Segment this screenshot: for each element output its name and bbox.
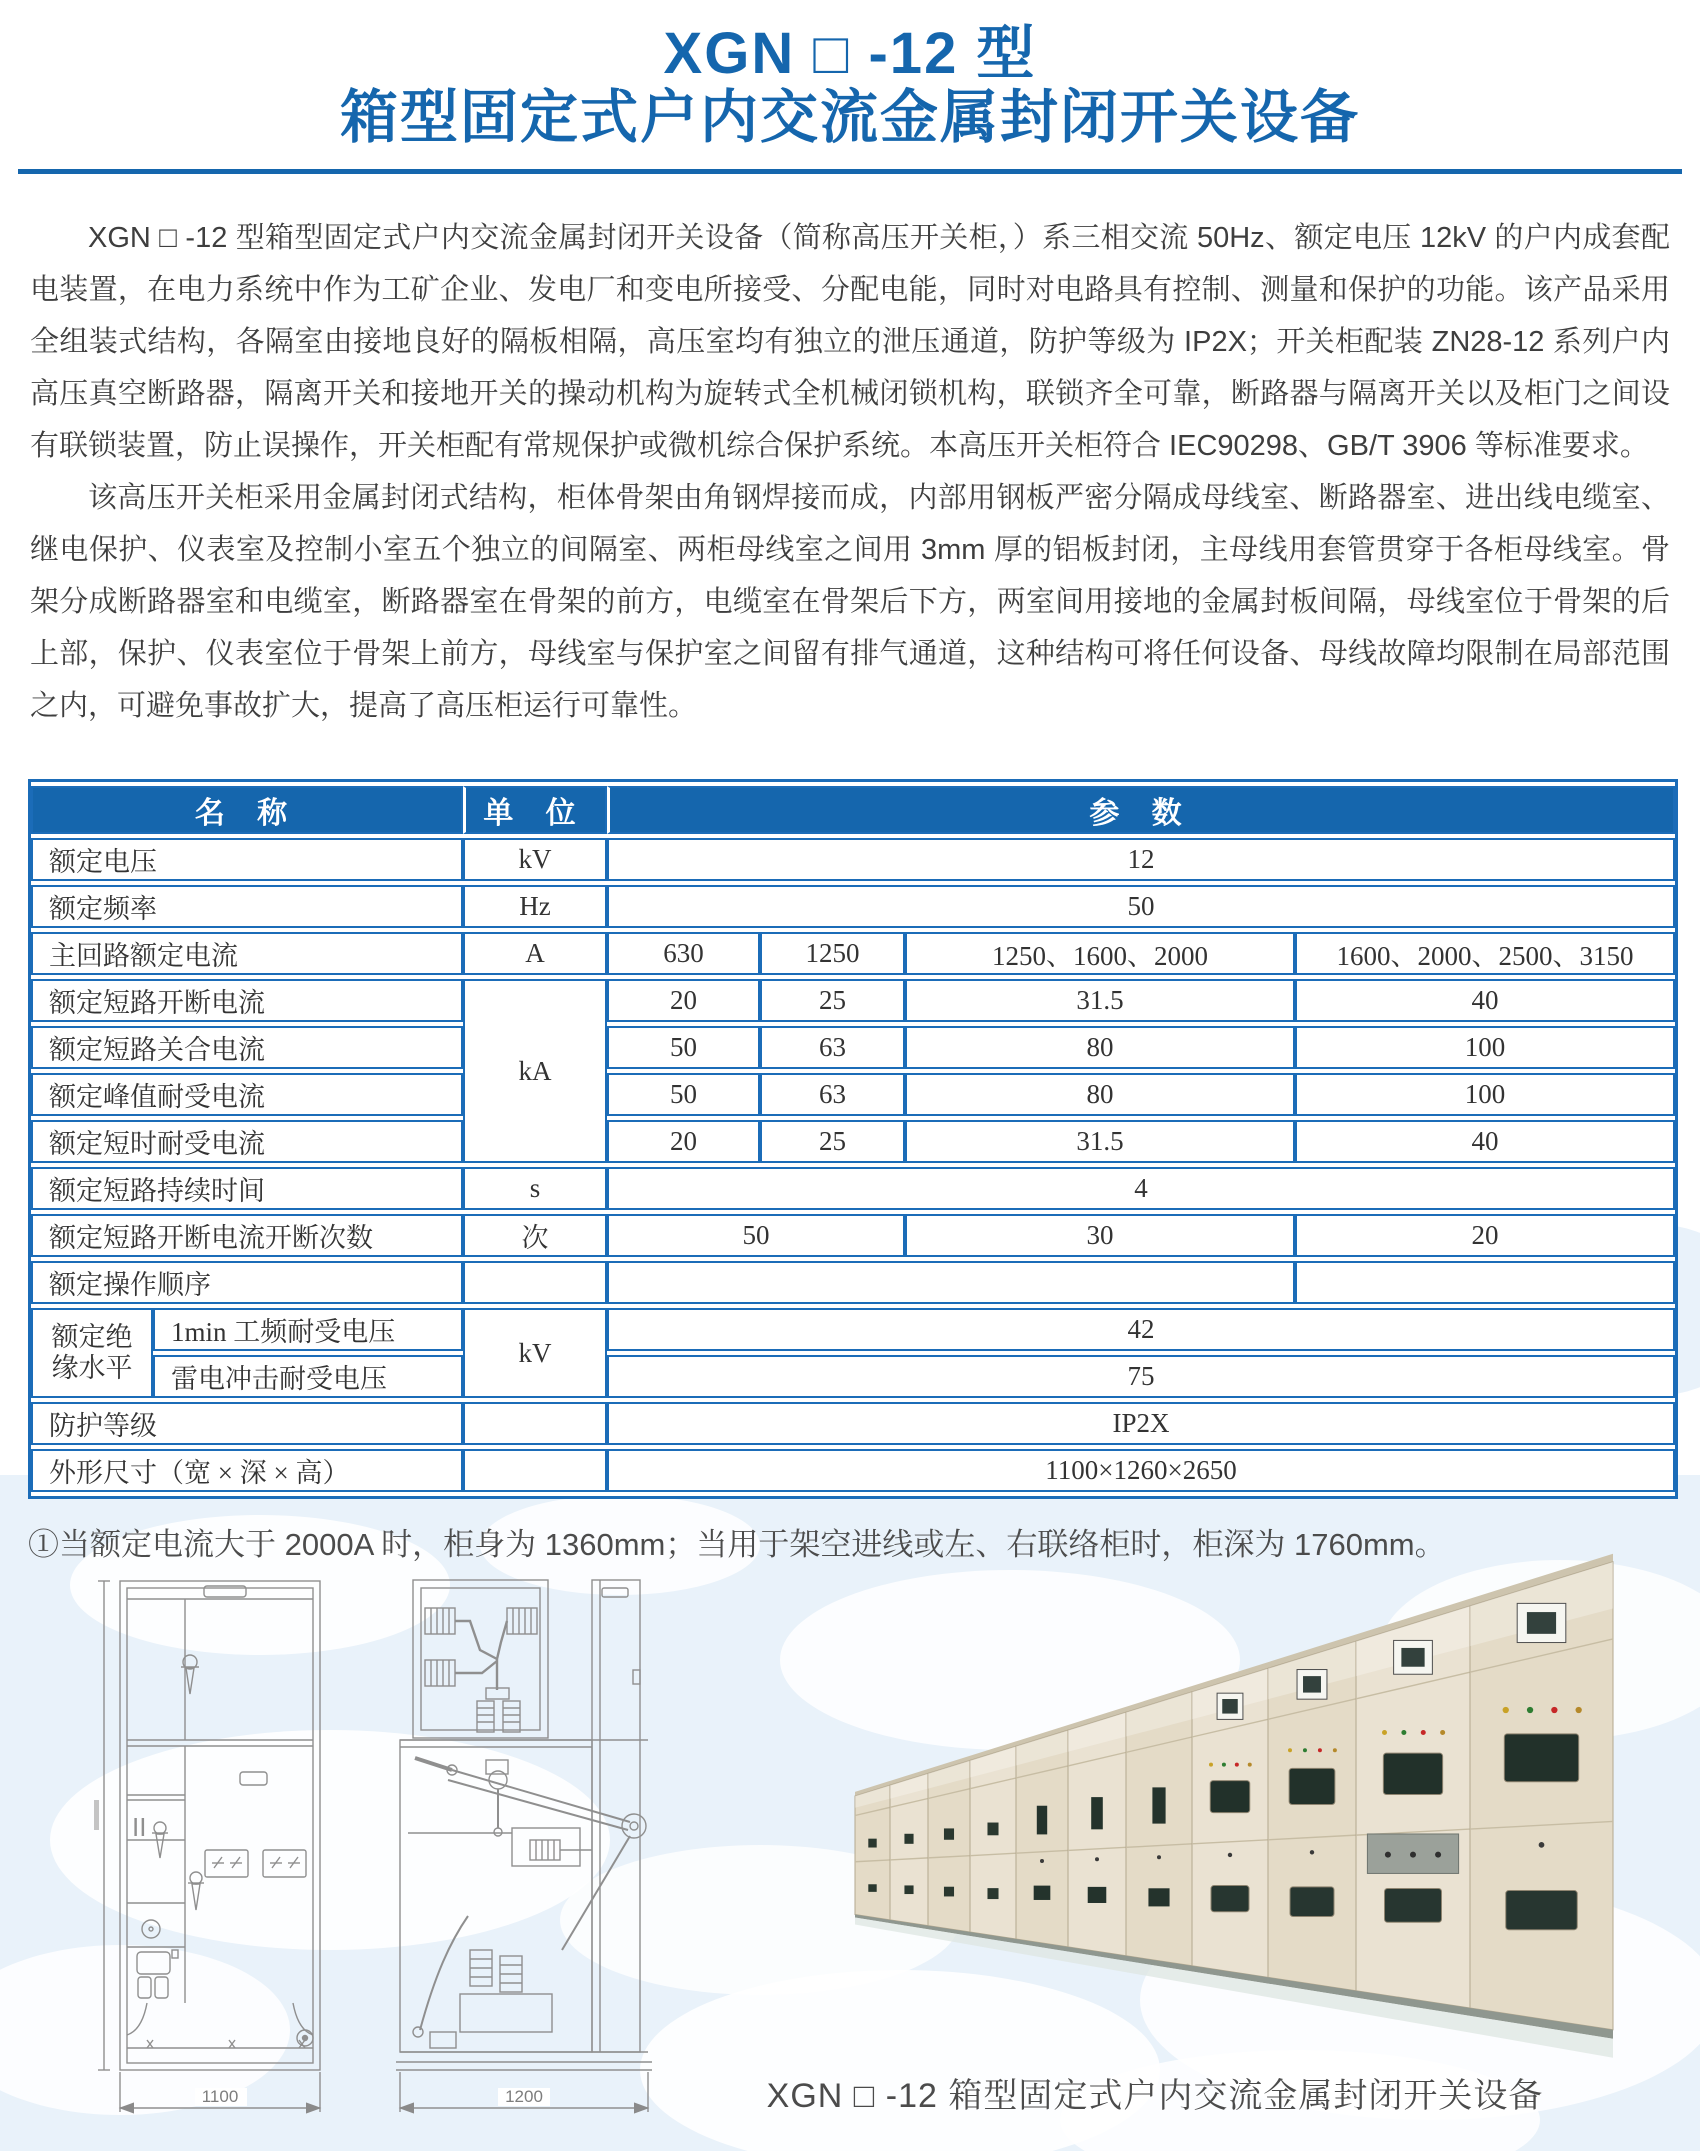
cell: 40 (1295, 1120, 1675, 1163)
cell: 50 (607, 1026, 760, 1069)
intro-section (30, 212, 1670, 732)
cell (463, 1402, 607, 1445)
cell: 630 (607, 932, 760, 975)
cell: 额定绝缘水平 (31, 1308, 153, 1398)
cell: 20 (607, 979, 760, 1022)
cell: 25 (760, 979, 905, 1022)
cell: 额定电压 (31, 838, 463, 881)
front-view-drawing (94, 1581, 320, 2112)
table-row (31, 1120, 1675, 1163)
cell: s (463, 1167, 607, 1210)
cell: 额定短路开断电流开断次数 (31, 1214, 463, 1257)
cell: 63 (760, 1026, 905, 1069)
cell: 30 (905, 1214, 1295, 1257)
cell: 12 (607, 838, 1675, 881)
cell (1295, 1261, 1675, 1304)
cell: 雷电冲击耐受电压 (153, 1355, 463, 1398)
cell: 63 (760, 1073, 905, 1116)
table-row (31, 1308, 1675, 1351)
cell: 75 (607, 1355, 1675, 1398)
col-header-name: 名 称 (31, 786, 463, 834)
intro-paragraph-1: XGN □ -12 型箱型固定式户内交流金属封闭开关设备（简称高压开关柜，）系三相交流 50Hz、额定电压 12kV 的户内成套配电装置，在电力系统中作为工矿企业、发电厂和变电所接受、分配电能，同时对电路具有控制、测量和保护的功能。该产品采用全组装式结构，各隔室由接地良好的隔板相隔，高压室均有独立的泄压通道，防护等级为 IP2X；开关柜配装 ZN28-12 系列户内高压真空断路器，隔离开关和接地开关的操动机构为旋转式全机械闭锁机构，联锁齐全可靠，断路器与隔离开关以及柜门之间设有联锁装置，防止误操作，开关柜配有常规保护或微机综合保护系统。本高压开关柜符合 IEC90298、GB/T 3906 等标准要求。 (30, 222, 1670, 462)
table-row (31, 932, 1675, 975)
cell (607, 1261, 1295, 1304)
cell: 50 (607, 1073, 760, 1116)
cell (463, 1261, 607, 1304)
cell: 额定短路开断电流 (31, 979, 463, 1022)
cell: kV (463, 838, 607, 881)
cell: kA (463, 979, 607, 1163)
cell: A (463, 932, 607, 975)
cell: 4 (607, 1167, 1675, 1210)
spec-table (28, 779, 1678, 1499)
cell: 额定短时耐受电流 (31, 1120, 463, 1163)
title-divider (18, 169, 1682, 174)
cell: 额定峰值耐受电流 (31, 1073, 463, 1116)
table-row (31, 1073, 1675, 1116)
cell: 1min 工频耐受电压 (153, 1308, 463, 1351)
cell: 防护等级 (31, 1402, 463, 1445)
table-header-row (31, 786, 1675, 834)
footnote: ①当额定电流大于 2000A 时，柜身为 1360mm；当用于架空进线或左、右联络柜时，柜深为 1760mm。 (28, 1527, 1446, 1562)
svg-text:II: II (132, 1812, 147, 1842)
cell: 100 (1295, 1026, 1675, 1069)
page-title-line1: XGN □ -12 型 (663, 21, 1037, 86)
table-row (31, 1449, 1675, 1492)
cell: 次 (463, 1214, 607, 1257)
side-view-drawing (396, 1580, 652, 2112)
cell: 31.5 (905, 1120, 1295, 1163)
intro-paragraph-2: 该高压开关柜采用金属封闭式结构，柜体骨架由角钢焊接而成，内部用钢板严密分隔成母线室、断路器室、进出线电缆室、继电保护、仪表室及控制小室五个独立的间隔室、两柜母线室之间用 3mm 厚的铝板封闭，主母线用套管贯穿于各柜母线室。骨架分成断路器室和电缆室，断路器室在骨架的前方，电缆室在骨架后下方，两室间用接地的金属封板间隔，母线室位于骨架的后上部，保护、仪表室位于骨架上前方，母线室与保护室之间留有排气通道，这种结构可将任何设备、母线故障均限制在局部范围之内，可避免事故扩大，提高了高压柜运行可靠性。 (30, 482, 1670, 722)
front-width-label: 1100 (201, 2087, 239, 2106)
page-title (0, 22, 1700, 150)
cell: 50 (607, 885, 1675, 928)
table-row (31, 1026, 1675, 1069)
cell: 20 (1295, 1214, 1675, 1257)
cell: IP2X (607, 1402, 1675, 1445)
cell: 额定短路关合电流 (31, 1026, 463, 1069)
cell: 1250、1600、2000 (905, 932, 1295, 975)
table-row (31, 1261, 1675, 1304)
cell: 1250 (760, 932, 905, 975)
col-header-params: 参 数 (607, 786, 1675, 834)
cell: 1100×1260×2650 (607, 1449, 1675, 1492)
cell: 20 (607, 1120, 760, 1163)
key-lock-icon (181, 1655, 199, 1694)
cell: 额定频率 (31, 885, 463, 928)
cell: 40 (1295, 979, 1675, 1022)
cell: kV (463, 1308, 607, 1398)
cell: 额定操作顺序 (31, 1261, 463, 1304)
cell (463, 1449, 607, 1492)
table-row (31, 1402, 1675, 1445)
cell: 80 (905, 1026, 1295, 1069)
cell: 25 (760, 1120, 905, 1163)
table-row (31, 1167, 1675, 1210)
table-row (31, 1355, 1675, 1398)
cell: 额定短路持续时间 (31, 1167, 463, 1210)
photo-caption: XGN □ -12 箱型固定式户内交流金属封闭开关设备 (766, 2077, 1544, 2115)
table-row (31, 979, 1675, 1022)
cell: 42 (607, 1308, 1675, 1351)
table-row (31, 838, 1675, 881)
key-lock-icon (188, 1872, 204, 1910)
side-depth-label: 1200 (505, 2087, 543, 2106)
col-header-unit: 单 位 (463, 786, 607, 834)
table-row (31, 1214, 1675, 1257)
cell: 1600、2000、2500、3150 (1295, 932, 1675, 975)
cell: 50 (607, 1214, 905, 1257)
cell: 80 (905, 1073, 1295, 1116)
cell: Hz (463, 885, 607, 928)
cell: 31.5 (905, 979, 1295, 1022)
page-title-line2: 箱型固定式户内交流金属封闭开关设备 (339, 85, 1360, 150)
product-photo (855, 1554, 1613, 2058)
cell: 外形尺寸（宽 × 深 × 高） (31, 1449, 463, 1492)
cell: 100 (1295, 1073, 1675, 1116)
table-row (31, 885, 1675, 928)
cell: 主回路额定电流 (31, 932, 463, 975)
